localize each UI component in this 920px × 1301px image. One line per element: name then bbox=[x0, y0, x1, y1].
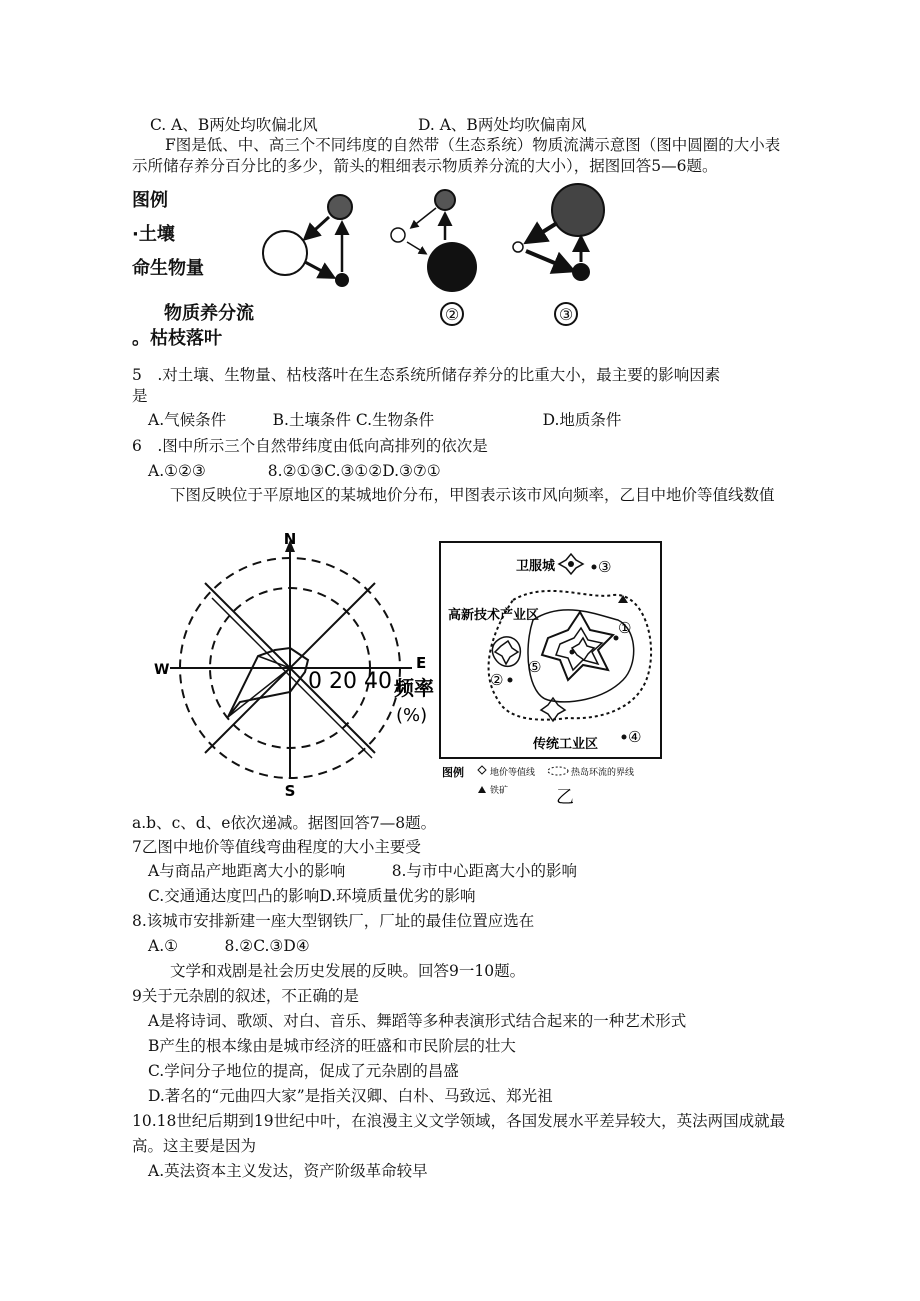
ecosystem-diagram-1 bbox=[263, 195, 352, 287]
q9-option-a: A是将诗词、歌颂、对白、音乐、舞蹈等多种表演形式结合起来的一种艺术形式 bbox=[148, 1012, 687, 1030]
q9-option-c: C.学问分子地位的提高，促成了元杂剧的昌盛 bbox=[148, 1062, 459, 1080]
intro-5-6-line2: 示所储存养分百分比的多少，箭头的粗细表示物质养分流的大小），据图回答5—6题。 bbox=[132, 157, 718, 175]
litter-circle-3 bbox=[513, 242, 523, 252]
ecosystem-diagram-2 bbox=[391, 190, 477, 325]
intro-5-6-line1: F图是低、中、高三个不同纬度的自然带（生态系统）物质流满示意图（图中圆圈的大小表 bbox=[165, 136, 781, 154]
q10-stem-1: 10.18世纪后期到19世纪中叶，在浪漫主义文学领域，各国发展水平差异较大，英法两国成就最 bbox=[132, 1112, 786, 1130]
legend-litter: 。枯枝落叶 bbox=[132, 328, 222, 349]
biomass-circle-3 bbox=[552, 184, 604, 236]
soil-circle-1 bbox=[335, 273, 349, 287]
diagram-2-label: ② bbox=[444, 305, 460, 324]
wind-rose-freq-label: 频率 bbox=[394, 676, 434, 700]
q7-options-1: A与商品产地距离大小的影响 8.与市中心距离大小的影响 bbox=[148, 862, 577, 880]
q10-stem-2: 高。这主要是因为 bbox=[132, 1137, 257, 1155]
biomass-circle-2 bbox=[435, 190, 455, 210]
q9-option-b: B产生的根本缘由是城市经济的旺盛和市民阶层的壮大 bbox=[148, 1037, 516, 1055]
map-marker-2: ② bbox=[490, 671, 504, 689]
map-traditional-label: 传统工业区 bbox=[533, 737, 599, 752]
ecosystem-diagram-3 bbox=[513, 184, 604, 325]
wind-rose-s: S bbox=[284, 782, 296, 800]
intro-9-10: 文学和戏剧是社会历史发展的反映。回答9一10题。 bbox=[170, 962, 526, 980]
litter-circle-1 bbox=[263, 231, 307, 275]
map-label: 乙 bbox=[556, 787, 574, 808]
map-legend-heat: 热岛环流的界线 bbox=[571, 768, 635, 778]
q5-stem-2: 是 bbox=[132, 387, 148, 405]
q10-option-a: A.英法资本主义发达，资产阶级革命较早 bbox=[148, 1162, 428, 1180]
wind-rose-chart bbox=[150, 532, 440, 802]
q6-stem: 6 .图中所示三个自然带纬度由低向高排列的依次是 bbox=[132, 437, 488, 455]
q9-option-d: D.著名的“元曲四大家”是指关汉卿、白朴、马致远、郑光祖 bbox=[148, 1087, 553, 1105]
q7-options-2: C.交通通达度凹凸的影响D.环境质量优劣的影响 bbox=[148, 887, 476, 905]
map-marker-3: ③ bbox=[598, 558, 612, 576]
city-land-price-map bbox=[438, 540, 663, 808]
wind-rose-ticks: 0 20 40 bbox=[308, 669, 392, 694]
diagram-3-label: ③ bbox=[558, 305, 574, 324]
intro-7-8-line1: 下图反映位于平原地区的某城地价分布，甲图表示该市风向频率，乙目中地价等值线数值 bbox=[170, 486, 775, 504]
legend-title: 图例 bbox=[132, 190, 168, 211]
legend-soil: ·土壤 bbox=[132, 224, 175, 245]
soil-circle-2 bbox=[427, 242, 477, 292]
q5-stem-1: 5 .对土壤、生物量、枯枝落叶在生态系统所储存养分的比重大小，最主要的影响因素 bbox=[132, 366, 721, 384]
litter-circle-2 bbox=[391, 228, 405, 242]
legend-flow: 物质养分流 bbox=[164, 303, 254, 324]
map-legend-title: 图例 bbox=[442, 766, 464, 779]
q7-stem: 7乙图中地价等值线弯曲程度的大小主要受 bbox=[132, 838, 421, 856]
q8-options: A.① 8.②C.③D④ bbox=[148, 937, 310, 955]
q8-stem: 8.该城市安排新建一座大型钢铁厂，厂址的最佳位置应选在 bbox=[132, 912, 535, 930]
wind-rose-w: W bbox=[154, 662, 170, 678]
q4-option-d: D. A、B两处均吹偏南风 bbox=[418, 116, 587, 134]
wind-rose-unit: (%) bbox=[396, 705, 428, 726]
soil-circle-3 bbox=[572, 263, 590, 281]
wind-rose-e: E bbox=[416, 654, 427, 672]
map-marker-4: ④ bbox=[628, 728, 642, 746]
q4-option-c: C. A、B两处均吹偏北风 bbox=[150, 116, 318, 134]
q5-options: A.气候条件 B.土壤条件 C.生物条件 D.地质条件 bbox=[148, 411, 622, 429]
q6-options: A.①②③ 8.②①③C.③①②D.③⑦① bbox=[148, 462, 441, 480]
ecosystem-diagrams bbox=[245, 180, 615, 330]
map-satellite-label: 卫服城 bbox=[516, 559, 556, 574]
map-marker-5: ⑤ bbox=[528, 658, 542, 676]
intro-7-8-line2: a.b、c、d、e依次递减。据图回答7—8题。 bbox=[132, 814, 437, 832]
q9-stem: 9关于元杂剧的叙述，不正确的是 bbox=[132, 987, 359, 1005]
map-marker-1: ① bbox=[618, 619, 632, 637]
legend-biomass: 命生物量 bbox=[132, 258, 204, 279]
biomass-circle-1 bbox=[328, 195, 352, 219]
map-hightech-label: 高新技术产业区 bbox=[448, 608, 540, 623]
map-legend-iso: 地价等值线 bbox=[490, 768, 536, 778]
wind-rose-n: N bbox=[283, 532, 297, 548]
map-legend-iron: 铁矿 bbox=[490, 786, 509, 796]
